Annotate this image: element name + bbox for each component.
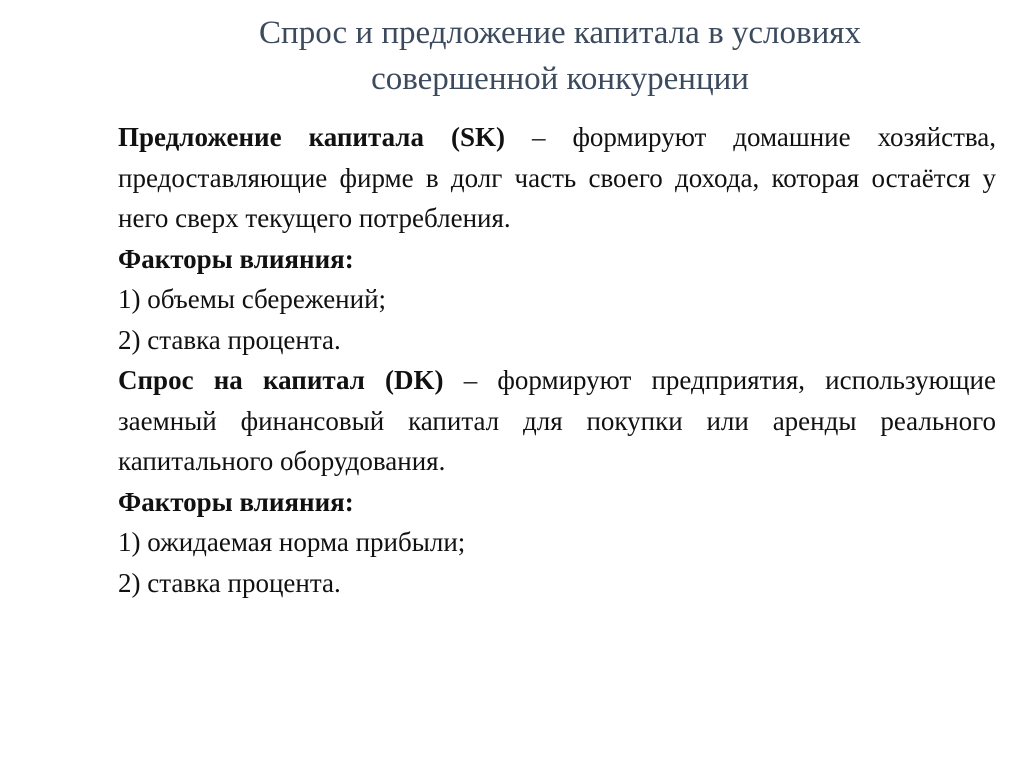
title-line-2: совершенной конкуренции xyxy=(371,61,749,97)
demand-definition xyxy=(118,360,996,482)
slide-title xyxy=(150,10,970,102)
supply-text: – формируют домашние хозяйства, предоставляющие фирме в долг часть своего дохода, которая остаётся у него сверх текущего потребления. xyxy=(118,122,996,233)
supply-term: Предложение капитала (SK) xyxy=(118,122,505,152)
demand-factor-item: 2) ставка процента. xyxy=(118,567,341,598)
demand-text: – формируют предприятия, использующие заемный финансовый капитал для покупки или аренды реального капитального оборудования. xyxy=(118,365,996,476)
demand-factors-heading: Факторы влияния: xyxy=(118,486,354,517)
supply-definition xyxy=(118,117,996,239)
slide-content xyxy=(118,117,996,603)
demand-term: Спрос на капитал (DK) xyxy=(118,365,444,395)
supply-factor-item: 2) ставка процента. xyxy=(118,324,341,355)
supply-factor-item: 1) объемы сбережений; xyxy=(118,284,387,314)
supply-factors-heading: Факторы влияния: xyxy=(118,243,354,274)
demand-factor-item: 1) ожидаемая норма прибыли; xyxy=(118,527,466,557)
title-line-1: Спрос и предложение капитала в условиях xyxy=(259,15,861,51)
